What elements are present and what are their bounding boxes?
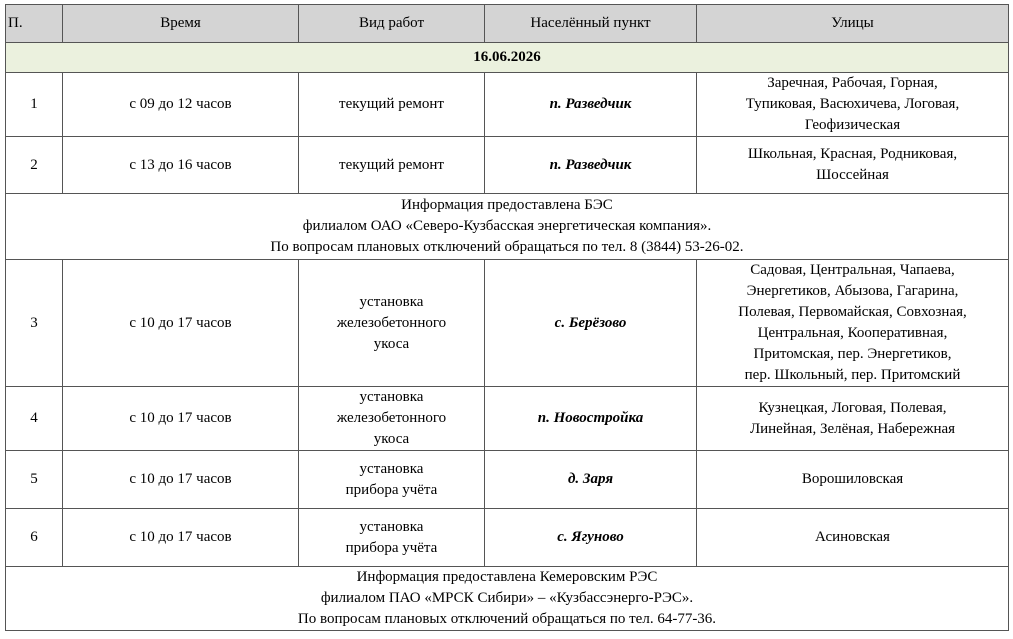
table-row (6, 260, 1009, 387)
work-line: прибора учёта (345, 539, 438, 556)
row-time: с 13 до 16 часов (63, 137, 299, 194)
header-num: П. (6, 5, 63, 43)
row-locality: п. Разведчик (485, 137, 697, 194)
row-locality: с. Берёзово (485, 260, 697, 387)
work-line: текущий ремонт (339, 156, 444, 173)
row-num: 5 (6, 451, 63, 509)
row-num: 2 (6, 137, 63, 194)
info-bes-line1: Информация предоставлена БЭС (401, 197, 613, 213)
info-row-res (6, 567, 1009, 631)
row-work-type (299, 451, 485, 509)
row-work-type (299, 260, 485, 387)
row-num: 4 (6, 387, 63, 451)
street-line: Садовая, Центральная, Чапаева, (750, 262, 955, 278)
work-line: установка (359, 293, 424, 310)
street-line: Заречная, Рабочая, Горная, (767, 75, 938, 91)
work-line: прибора учёта (345, 481, 438, 498)
work-line: укоса (373, 335, 410, 352)
row-work-type (299, 137, 485, 194)
info-res-line3: По вопросам плановых отключений обращаться по тел. 64-77-36. (297, 611, 717, 627)
info-res (6, 567, 1009, 631)
row-work-type (299, 73, 485, 137)
street-line: Геофизическая (804, 117, 901, 133)
row-time: с 09 до 12 часов (63, 73, 299, 137)
row-streets (697, 451, 1009, 509)
row-locality: с. Ягуново (485, 509, 697, 567)
street-line: Ворошиловская (801, 471, 904, 487)
table-row (6, 137, 1009, 194)
work-line: железобетонного (336, 314, 447, 331)
info-row-bes (6, 194, 1009, 260)
row-locality: д. Заря (485, 451, 697, 509)
row-work-type (299, 387, 485, 451)
header-streets: Улицы (697, 5, 1009, 43)
row-time: с 10 до 17 часов (63, 260, 299, 387)
info-res-line2: филиалом ПАО «МРСК Сибири» – «Кузбассэнерго-РЭС». (320, 590, 694, 606)
table-row (6, 387, 1009, 451)
row-streets (697, 387, 1009, 451)
info-bes-line2: филиалом ОАО «Северо-Кузбасская энергетическая компания». (302, 218, 712, 234)
street-line: Центральная, Кооперативная, (757, 325, 948, 341)
street-line: Линейная, Зелёная, Набережная (749, 420, 956, 437)
row-time: с 10 до 17 часов (63, 509, 299, 567)
row-time: с 10 до 17 часов (63, 387, 299, 451)
work-line: текущий ремонт (339, 96, 444, 112)
outage-schedule-table (5, 4, 1009, 631)
info-res-line1: Информация предоставлена Кемеровским РЭС (356, 569, 658, 585)
row-streets (697, 260, 1009, 387)
header-locality: Населённый пункт (485, 5, 697, 43)
row-num: 6 (6, 509, 63, 567)
row-streets (697, 509, 1009, 567)
header-work-type: Вид работ (299, 5, 485, 43)
header-time: Время (63, 5, 299, 43)
info-bes (6, 194, 1009, 260)
work-line: железобетонного (336, 410, 447, 426)
street-line: Притомская, пер. Энергетиков, (753, 346, 952, 362)
row-streets (697, 73, 1009, 137)
street-line: Кузнецкая, Логовая, Полевая, (758, 399, 947, 416)
row-work-type (299, 509, 485, 567)
work-line: установка (359, 389, 424, 405)
header-row (6, 5, 1009, 43)
row-time: с 10 до 17 часов (63, 451, 299, 509)
date-row (6, 43, 1009, 73)
street-line: Школьная, Красная, Родниковая, (747, 146, 958, 162)
table-row (6, 73, 1009, 137)
street-line: Тупиковая, Васюхичева, Логовая, (745, 96, 960, 112)
row-num: 3 (6, 260, 63, 387)
street-line: Шоссейная (816, 167, 889, 183)
work-line: укоса (373, 431, 410, 447)
work-line: установка (359, 518, 424, 535)
date-cell: 16.06.2026 (6, 43, 1009, 73)
street-line: Асиновская (815, 529, 890, 545)
street-line: пер. Школьный, пер. Притомский (744, 367, 961, 383)
work-line: установка (359, 460, 424, 477)
street-line: Энергетиков, Абызова, Гагарина, (746, 283, 959, 299)
row-streets (697, 137, 1009, 194)
street-line: Полевая, Первомайская, Совхозная, (738, 304, 967, 320)
info-bes-line3: По вопросам плановых отключений обращаться по тел. 8 (3844) 53-26-02. (270, 239, 744, 255)
table-row (6, 509, 1009, 567)
row-locality: п. Разведчик (485, 73, 697, 137)
row-num: 1 (6, 73, 63, 137)
row-locality: п. Новостройка (485, 387, 697, 451)
table-row (6, 451, 1009, 509)
